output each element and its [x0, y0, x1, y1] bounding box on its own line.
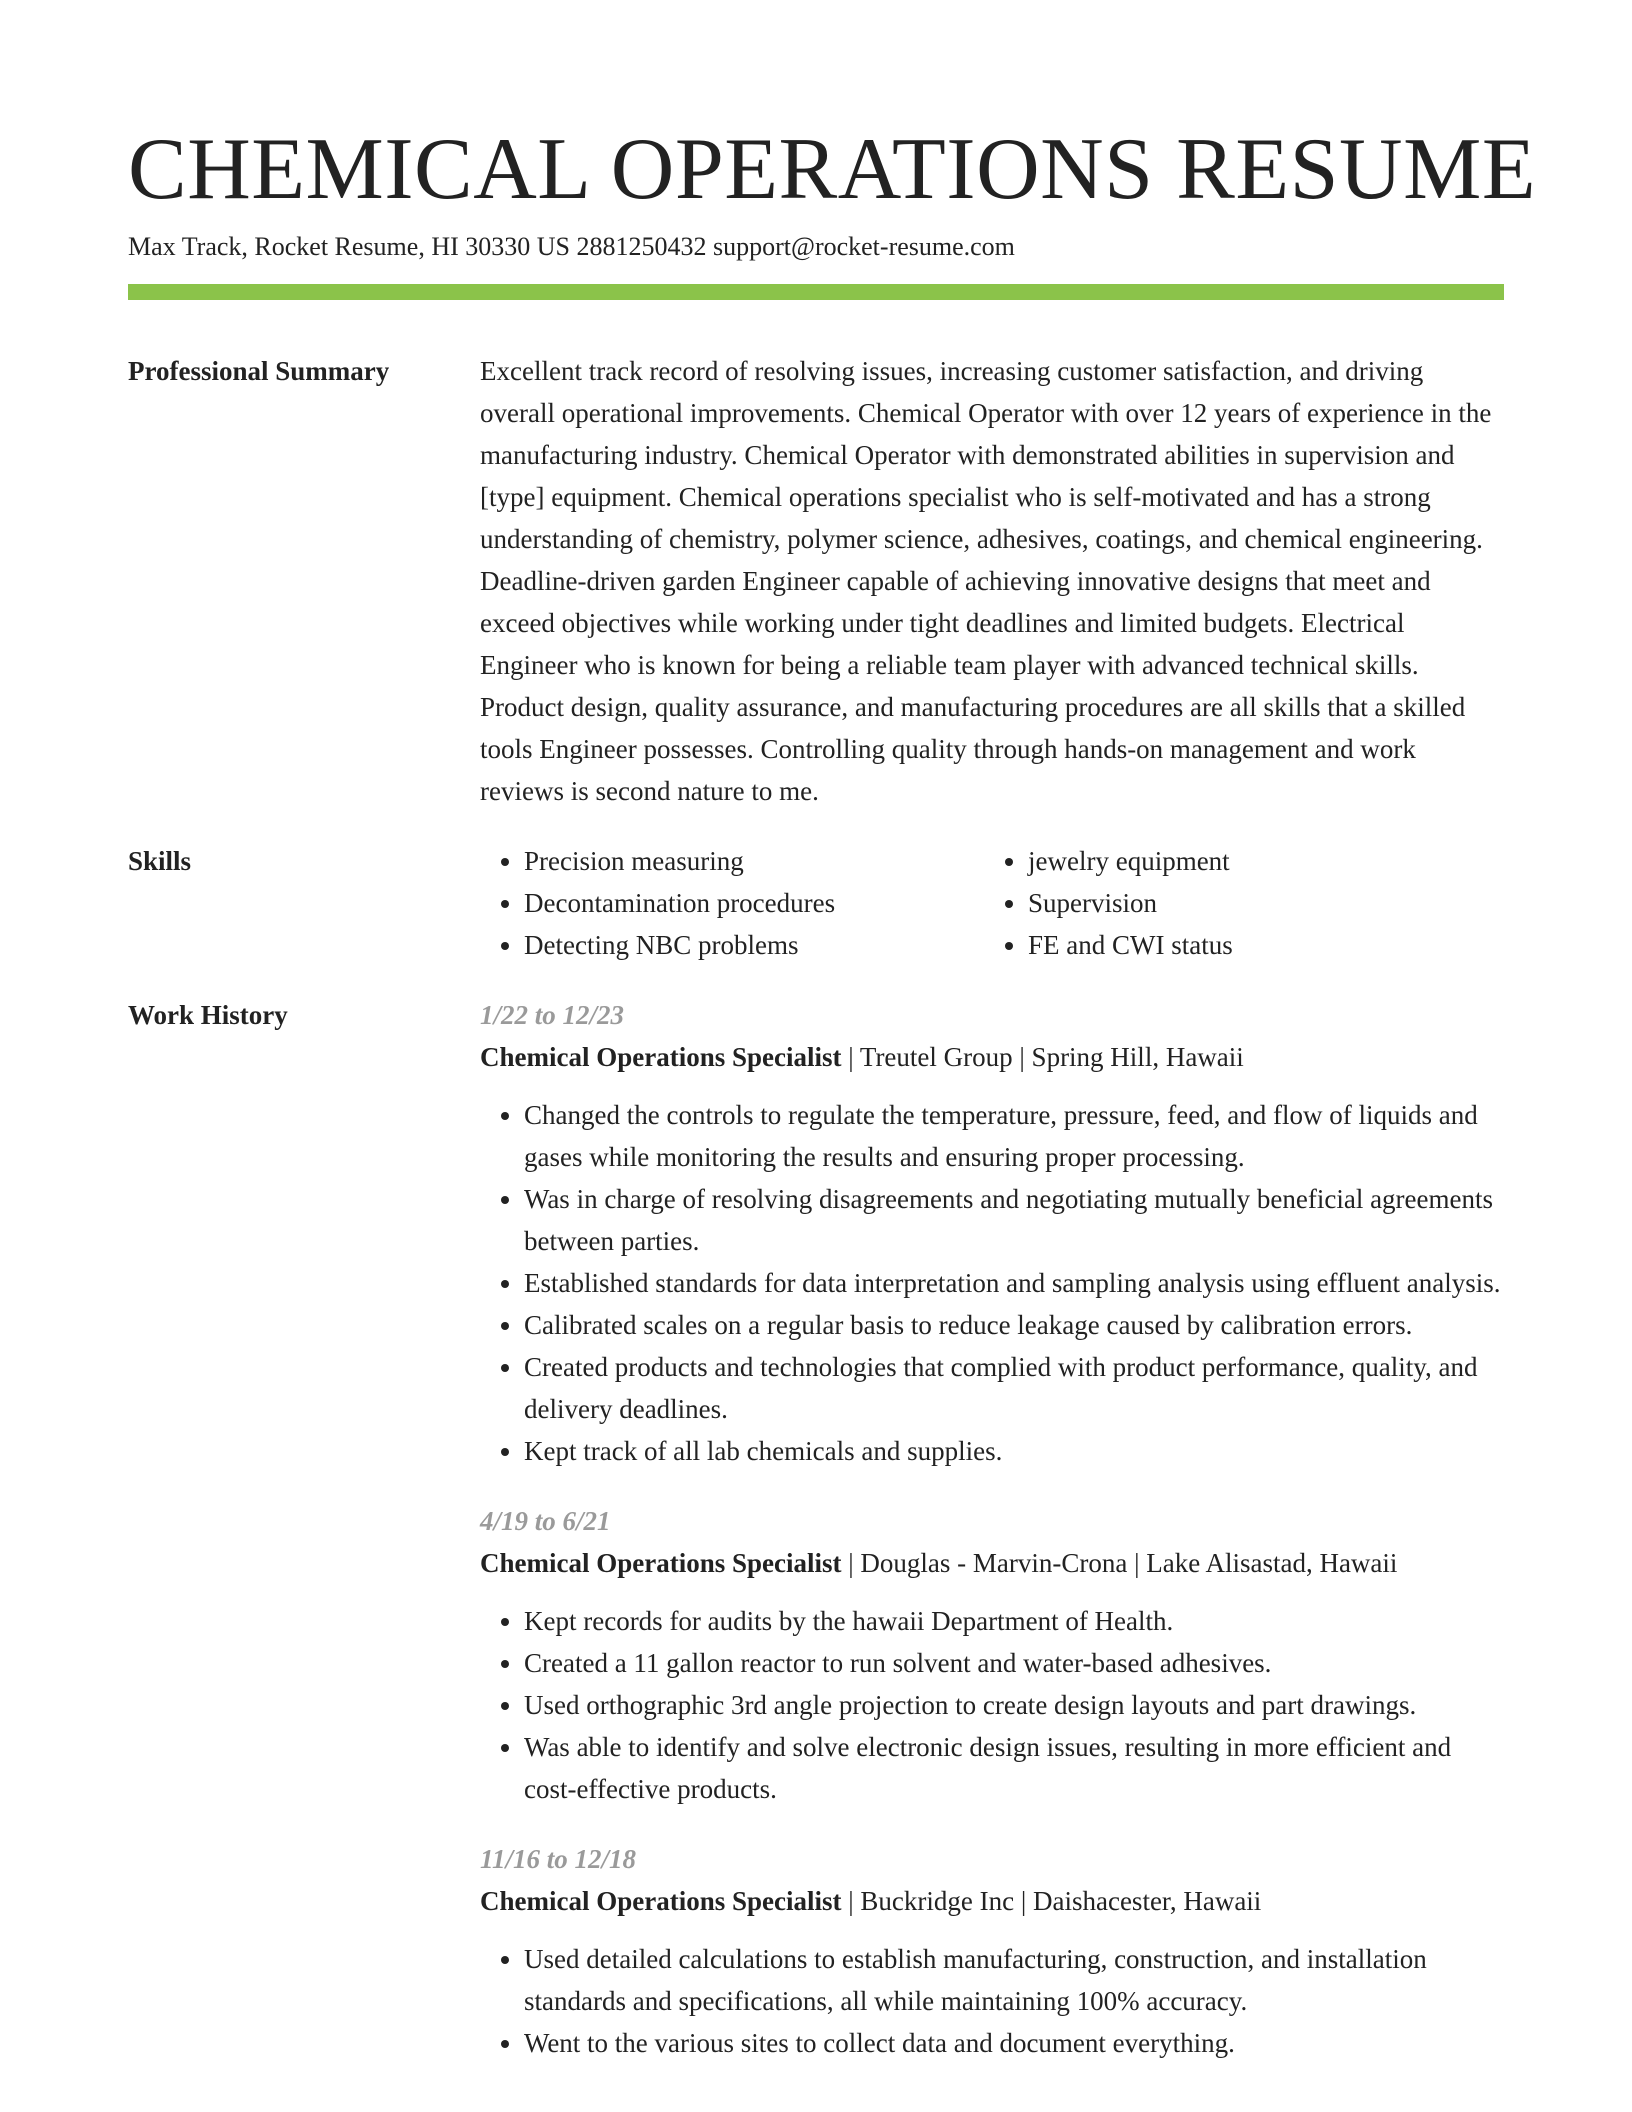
section-heading: Work History [128, 1000, 288, 1030]
job-heading [480, 1542, 1504, 1584]
job-title: Chemical Operations Specialist [480, 1042, 842, 1072]
job-bullet: • Kept records for audits by the hawaii Department of Health. [524, 1600, 1504, 1642]
resume-title: CHEMICAL OPERATIONS RESUME [128, 121, 1537, 218]
contact-name: Max Track, [128, 232, 248, 261]
section-heading: Professional Summary [128, 356, 390, 386]
job-entry [480, 994, 1504, 1472]
skills-section [128, 840, 1504, 966]
job-bullets [480, 1938, 1504, 2064]
job-title: Chemical Operations Specialist [480, 1548, 842, 1578]
job-heading [480, 1036, 1504, 1078]
job-bullet: • Was able to identify and solve electronic design issues, resulting in more efficient and cost-effective products. [524, 1726, 1504, 1810]
skills-list [480, 840, 1504, 966]
job-bullet: • Went to the various sites to collect data and document everything. [524, 2022, 1504, 2064]
contact-email: support@rocket-resume.com [713, 232, 1015, 261]
skills-column [480, 840, 984, 966]
job-dates: 4/19 to 6/21 [480, 1506, 611, 1536]
work-history-section [128, 994, 1504, 2092]
job-bullet: • Changed the controls to regulate the temperature, pressure, feed, and flow of liquids and gases while monitoring the results and ensuring proper processing. [524, 1094, 1504, 1178]
work-history-list [480, 994, 1504, 2092]
skill-item: • Precision measuring [524, 840, 984, 882]
resume-page [128, 120, 1537, 2092]
job-bullet: • Used orthographic 3rd angle projection to create design layouts and part drawings. [524, 1684, 1504, 1726]
job-title: Chemical Operations Specialist [480, 1886, 842, 1916]
accent-divider [128, 284, 1504, 300]
skills-column [984, 840, 1504, 966]
job-bullet: • Was in charge of resolving disagreements and negotiating mutually beneficial agreements between parties. [524, 1178, 1504, 1262]
job-dates: 11/16 to 12/18 [480, 1844, 637, 1874]
skill-item: • Supervision [1028, 882, 1504, 924]
job-details: | Douglas - Marvin-Crona | Lake Alisastad, Hawaii [841, 1548, 1398, 1578]
job-bullet: • Calibrated scales on a regular basis to reduce leakage caused by calibration errors. [524, 1304, 1504, 1346]
job-bullet: • Created a 11 gallon reactor to run solvent and water-based adhesives. [524, 1642, 1504, 1684]
job-entry [480, 1500, 1504, 1810]
skill-item: • jewelry equipment [1028, 840, 1504, 882]
job-entry [480, 1838, 1504, 2064]
job-bullets [480, 1094, 1504, 1472]
contact-address: Rocket Resume, HI 30330 US [254, 232, 570, 261]
job-bullet: • Established standards for data interpretation and sampling analysis using effluent analysis. [524, 1262, 1504, 1304]
job-details: | Treutel Group | Spring Hill, Hawaii [841, 1042, 1244, 1072]
job-bullet: • Created products and technologies that complied with product performance, quality, and delivery deadlines. [524, 1346, 1504, 1430]
skill-item: • FE and CWI status [1028, 924, 1504, 966]
skill-item: • Detecting NBC problems [524, 924, 984, 966]
section-heading: Skills [128, 846, 192, 876]
job-bullet: • Kept track of all lab chemicals and supplies. [524, 1430, 1504, 1472]
job-bullet: • Used detailed calculations to establish manufacturing, construction, and installation standards and specifications, all while maintaining 100% accuracy. [524, 1938, 1504, 2022]
job-dates: 1/22 to 12/23 [480, 1000, 625, 1030]
job-bullets [480, 1600, 1504, 1810]
summary-section [128, 350, 1504, 812]
contact-line [128, 230, 1504, 264]
summary-text: Excellent track record of resolving issues, increasing customer satisfaction, and driving overall operational improvements. Chemical Operator with over 12 years of experience in the manufacturing industry. Chemical Operator with demonstrated abilities in supervision and [type] equipment. Chemical operations specialist who is self-motivated and has a strong understanding of chemistry, polymer science, adhesives, coatings, and chemical engineering. Deadline-driven garden Engineer capable of achieving innovative designs that meet and exceed objectives while working under tight deadlines and limited budgets. Electrical Engineer who is known for being a reliable team player with advanced technical skills. Product design, quality assurance, and manufacturing procedures are all skills that a skilled tools Engineer possesses. Controlling quality through hands-on management and work reviews is second nature to me. [480, 356, 1492, 806]
contact-phone: 2881250432 [576, 232, 707, 261]
job-heading [480, 1880, 1504, 1922]
job-details: | Buckridge Inc | Daishacester, Hawaii [841, 1886, 1262, 1916]
skill-item: • Decontamination procedures [524, 882, 984, 924]
